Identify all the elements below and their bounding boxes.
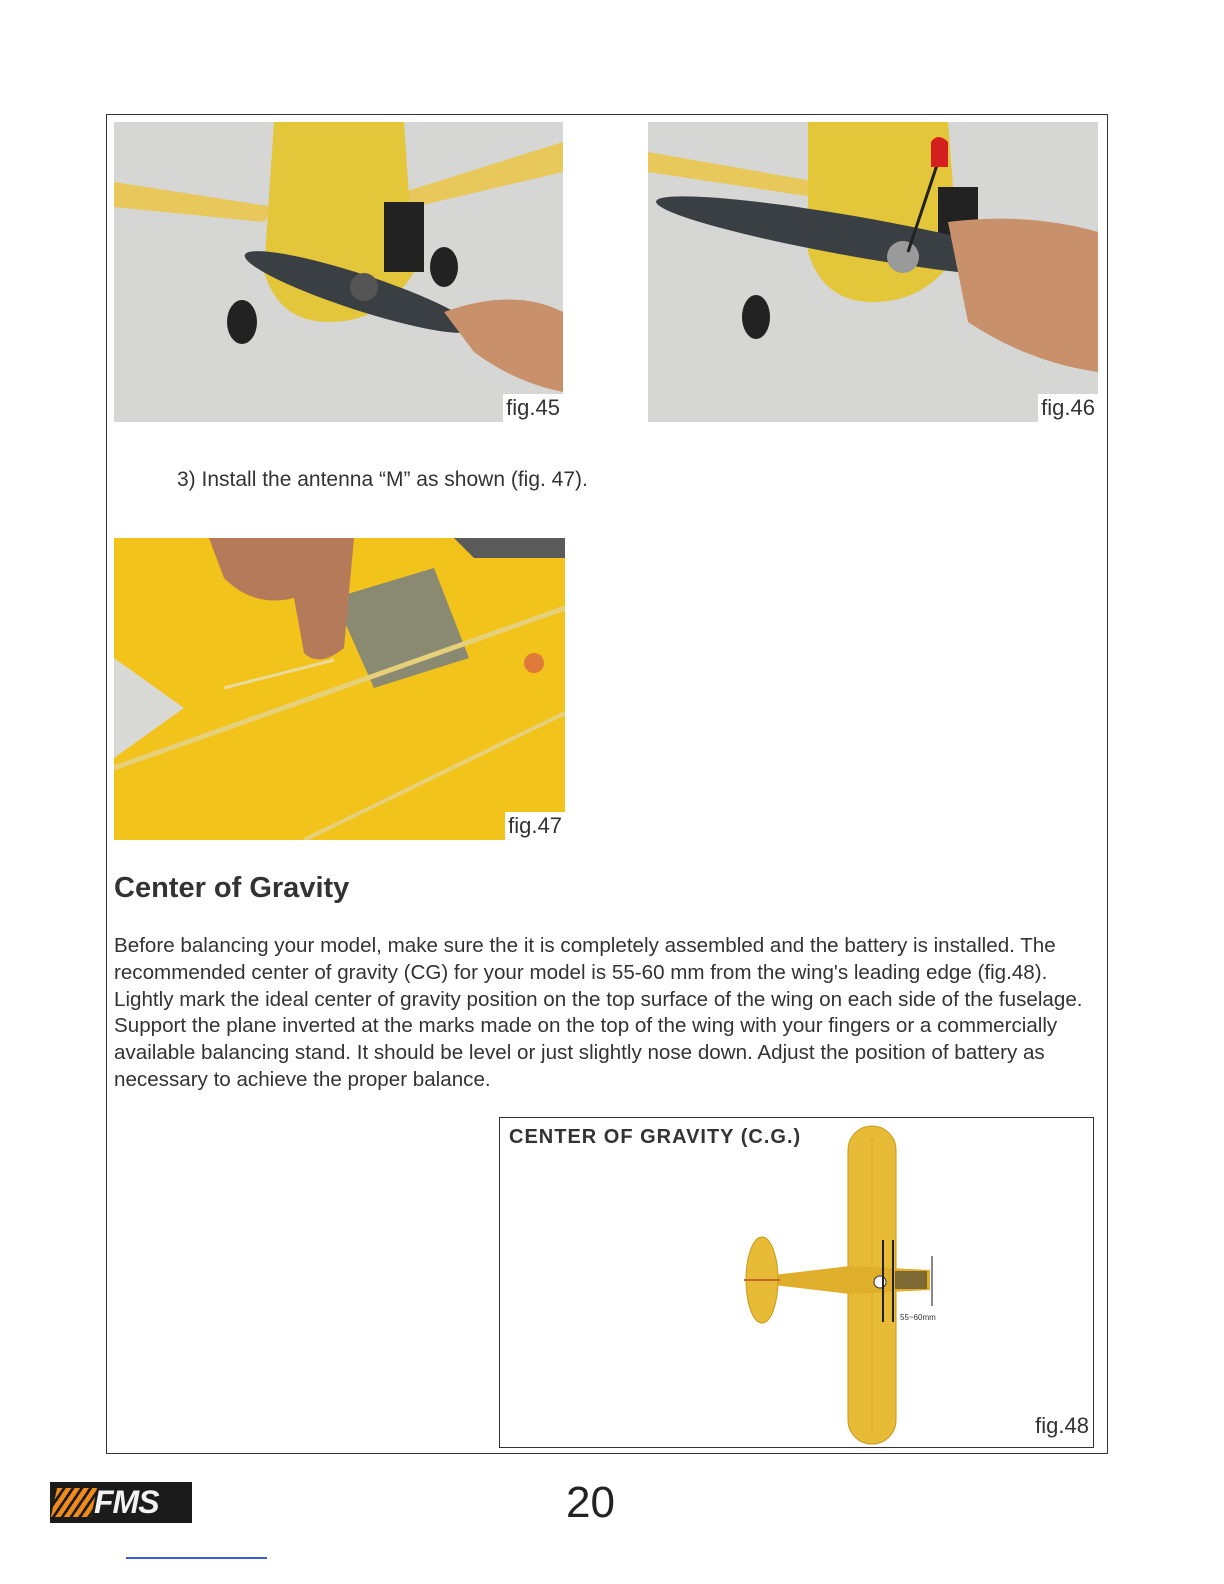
- spinner-tighten-photo: [648, 122, 1098, 422]
- fig47-label: fig.47: [505, 812, 565, 840]
- plane-topview-drawing: [500, 1118, 1094, 1448]
- antenna-install-photo: [114, 538, 565, 840]
- photo-fig46: [648, 122, 1098, 422]
- section-heading: Center of Gravity: [114, 872, 350, 904]
- cg-dimension-label: 55~60mm: [900, 1313, 936, 1322]
- fig45-label: fig.45: [503, 394, 563, 422]
- cg-diagram: [499, 1117, 1094, 1448]
- cg-diagram-title: CENTER OF GRAVITY (C.G.): [509, 1126, 802, 1148]
- fig46-label: fig.46: [1038, 394, 1098, 422]
- logo-text: FMS: [94, 1484, 159, 1520]
- logo-stripes-icon: [51, 1488, 97, 1517]
- step-3-instruction: 3) Install the antenna “M” as shown (fig. 47).: [177, 468, 588, 491]
- fig48-label: fig.48: [1035, 1413, 1089, 1438]
- page-number: 20: [566, 1478, 615, 1527]
- section-paragraph: Before balancing your model, make sure the it is completely assembled and the battery is installed. The recommended center of gravity (CG) for your model is 55-60 mm from the wing's leading edge (fig.48). Lightly mark the ideal center of gravity position on the top surface of the wing on each side of the fuselage. Support the plane inverted at the marks made on the top of the wing with your fingers or a commercially available balancing stand. It should be level or just slightly nose down. Adjust the position of battery as necessary to achieve the proper balance.: [114, 934, 1083, 1091]
- fms-logo: [50, 1482, 192, 1523]
- propeller-install-photo: [114, 122, 563, 422]
- photo-fig47: [114, 538, 565, 840]
- photo-fig45: [114, 122, 563, 422]
- footer-link-underline: [126, 1557, 267, 1559]
